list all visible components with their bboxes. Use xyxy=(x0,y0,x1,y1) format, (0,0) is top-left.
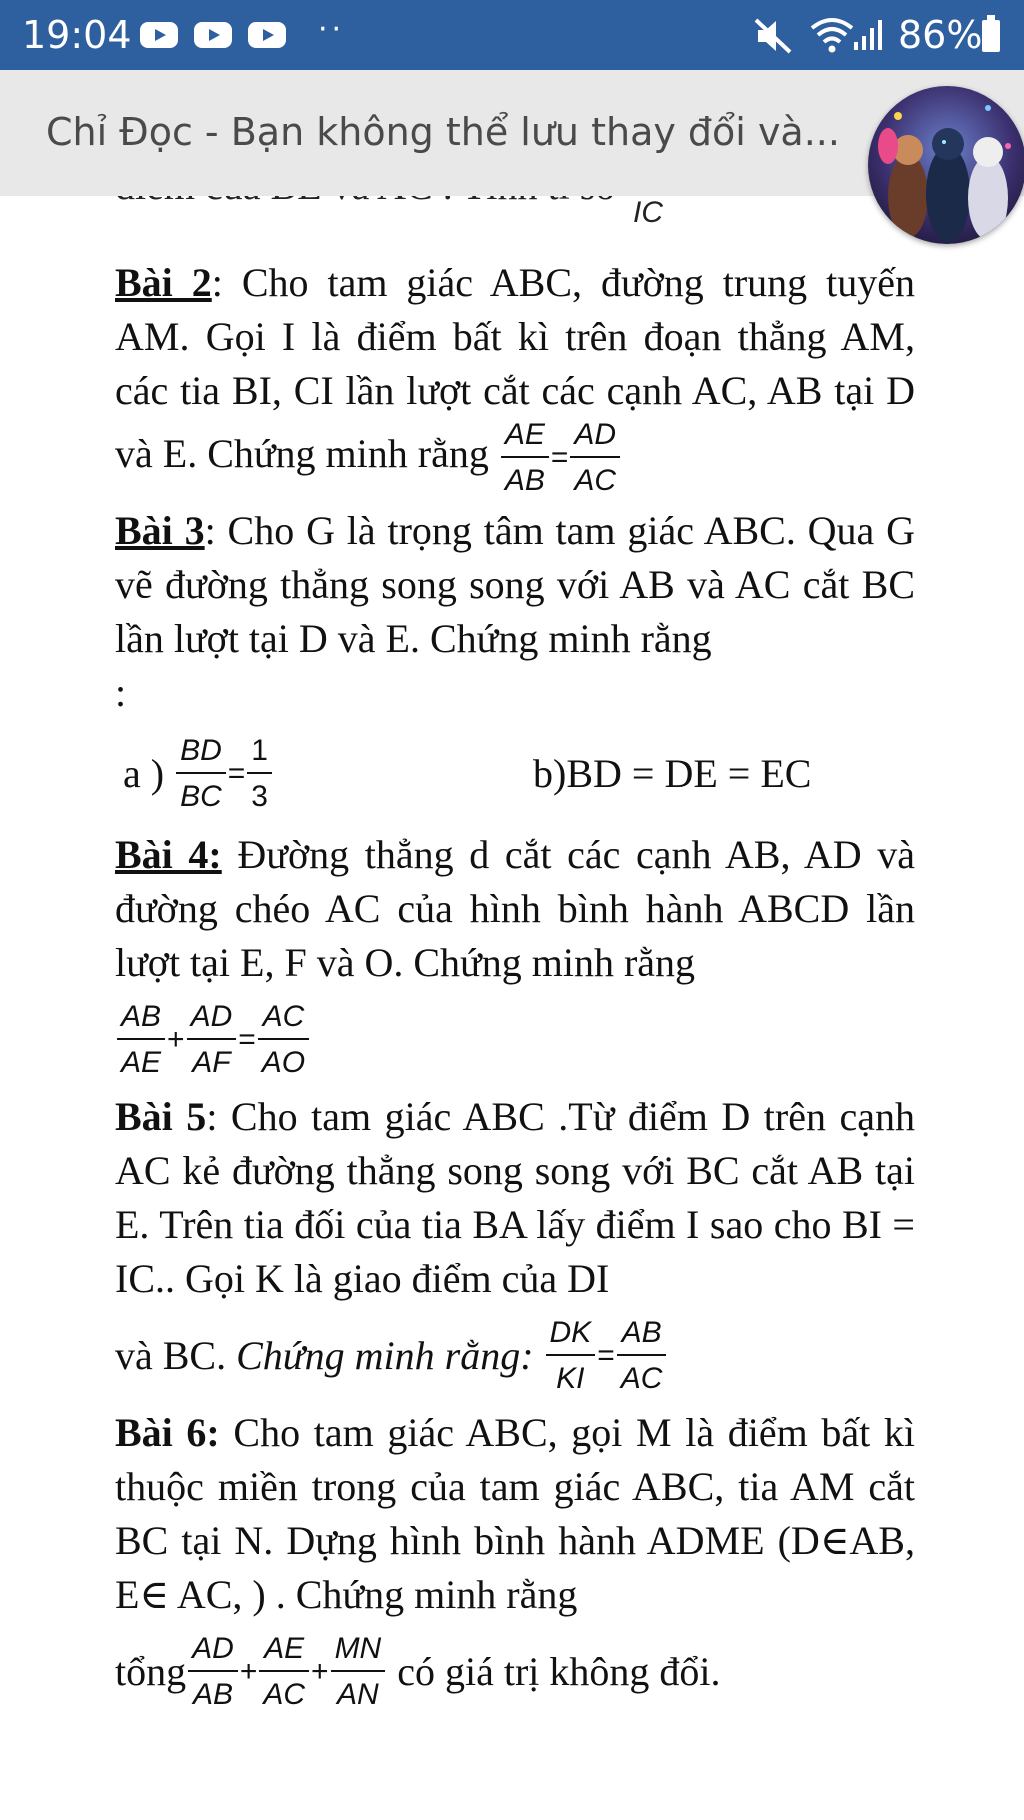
exercise-5-label: Bài 5 xyxy=(115,1094,207,1139)
fraction-denominator: AC xyxy=(620,1362,663,1395)
exercise-4-text: Đường thẳng d cắt các cạnh AB, AD và đường chéo AC của hình bình hành ABCD lần lượt tại E, F và O. Chứng minh rằng xyxy=(115,832,916,985)
exercise-3-colon: : xyxy=(115,670,127,715)
fraction-ab-ac xyxy=(617,1316,667,1396)
fraction-ad-ac xyxy=(570,418,620,498)
fraction-denominator: 3 xyxy=(251,780,268,813)
fraction-numerator: AC xyxy=(258,1000,309,1040)
equals-sign: = xyxy=(550,441,569,474)
fraction-dk-ki xyxy=(546,1316,596,1396)
fraction-numerator: AD xyxy=(187,1000,237,1040)
mute-icon xyxy=(752,16,794,56)
chat-head-avatar[interactable] xyxy=(868,86,1024,244)
exercise-2-text: : Cho tam giác ABC, đường trung tuyến AM. Gọi I là điểm bất kì trên đoạn thẳng AM, các tia BI, CI lần lượt cắt các cạnh AC, AB tại D và E. Chứng minh rằng xyxy=(115,260,915,477)
fraction-denominator: AC xyxy=(574,464,617,497)
exercise-5 xyxy=(115,1090,915,1306)
equals-sign: = xyxy=(227,757,246,790)
exercise-5-line-end: và BC. xyxy=(115,1333,237,1378)
fraction-denominator: AO xyxy=(261,1046,306,1079)
fraction-bd-bc xyxy=(176,734,226,814)
fraction-denominator: AF xyxy=(192,1046,231,1079)
exercise-6-suffix: có giá trị không đổi. xyxy=(397,1649,721,1694)
exercise-2-label: Bài 2 xyxy=(115,260,212,305)
fraction-ac-ao xyxy=(258,1000,309,1080)
plus-sign: + xyxy=(167,1023,185,1056)
fraction-denominator: BC xyxy=(180,780,222,813)
fraction-numerator: AD xyxy=(570,418,620,458)
fraction-ae-ac xyxy=(259,1632,309,1712)
exercise-3-label: Bài 3 xyxy=(115,508,205,553)
status-bar xyxy=(0,0,1024,70)
exercise-3-text: : Cho G là trọng tâm tam giác ABC. Qua G vẽ đường thẳng song song với AB và AC cắt BC lần lượt tại D và E. Chứng minh rằng xyxy=(115,508,915,661)
fraction-numerator: AB xyxy=(117,1000,165,1040)
fraction-ad-ab xyxy=(188,1632,238,1712)
exercise-5-text: : Cho tam giác ABC .Từ điểm D trên cạnh AC kẻ đường thẳng song song với BC cắt AB tại E. Trên tia đối của tia BA lấy điểm I sao cho BI = IC.. Gọi K là giao điểm của DI xyxy=(115,1094,916,1301)
fraction-mn-an xyxy=(331,1632,386,1712)
fraction-numerator: AD xyxy=(188,1632,238,1672)
fraction-ab-ae xyxy=(117,1000,165,1080)
exercise-3 xyxy=(115,504,915,666)
part-a xyxy=(115,734,533,814)
fraction-numerator: AE xyxy=(259,1632,309,1672)
exercise-6-prefix: tổng xyxy=(115,1649,187,1694)
fraction-denominator: AB xyxy=(192,1678,233,1711)
youtube-icon xyxy=(248,22,286,48)
exercise-3-parts xyxy=(115,720,915,828)
equals-sign: = xyxy=(597,1339,615,1372)
document-body xyxy=(115,196,915,1722)
exercise-4-formula xyxy=(115,990,915,1090)
fraction-ae-ab xyxy=(501,418,549,498)
exercise-6-text: Cho tam giác ABC, gọi M là điểm bất kì thuộc miền trong của tam giác ABC, tia AM cắt BC tại N. Dựng hình bình hành ADME (D∈AB, E∈ AC, ) . Chứng minh rằng xyxy=(115,1410,915,1617)
exercise-5-italic: Chứng minh rằng: xyxy=(236,1333,534,1378)
fraction-denominator: IC xyxy=(633,196,664,229)
exercise-5-formula-line xyxy=(115,1306,915,1406)
fraction-denominator: AB xyxy=(504,464,545,497)
plus-sign: + xyxy=(239,1655,258,1688)
equals-sign: = xyxy=(238,1023,256,1056)
exercise-6-label: Bài 6: xyxy=(115,1410,220,1455)
avatar-image xyxy=(868,86,1024,244)
battery-percent: 86% xyxy=(898,13,983,57)
fraction-numerator: DK xyxy=(546,1316,596,1356)
part-a-label: a ) xyxy=(123,751,165,796)
banner-text: Chỉ Đọc - Bạn không thể lưu thay đổi và... xyxy=(46,110,840,154)
youtube-icon xyxy=(140,22,178,48)
fraction-ad-af xyxy=(187,1000,237,1080)
signal-icon xyxy=(852,18,886,52)
fraction-numerator: 1 xyxy=(247,734,272,774)
exercise-4-label: Bài 4: xyxy=(115,832,222,877)
plus-sign: + xyxy=(311,1655,329,1688)
fraction-numerator: MN xyxy=(331,1632,386,1672)
fraction-numerator: BD xyxy=(176,734,226,774)
part-b: b)BD = DE = EC xyxy=(533,751,812,796)
exercise-4 xyxy=(115,828,915,990)
battery-icon xyxy=(982,20,1000,52)
status-time: 19:04 xyxy=(22,13,132,57)
fraction-numerator: AE xyxy=(501,418,549,458)
youtube-icon xyxy=(194,22,232,48)
fraction-numerator: AB xyxy=(617,1316,667,1356)
fraction-denominator: KI xyxy=(556,1362,585,1395)
fraction-1-3 xyxy=(247,734,272,814)
exercise-6 xyxy=(115,1406,915,1622)
wifi-icon xyxy=(808,14,856,56)
fraction-denominator: AC xyxy=(263,1678,306,1711)
fraction-denominator: AE xyxy=(121,1046,162,1079)
fraction-denominator: AN xyxy=(337,1678,379,1711)
exercise-6-formula-line xyxy=(115,1622,915,1722)
more-notifications-indicator: ·· xyxy=(318,12,346,47)
exercise-2 xyxy=(115,256,915,498)
